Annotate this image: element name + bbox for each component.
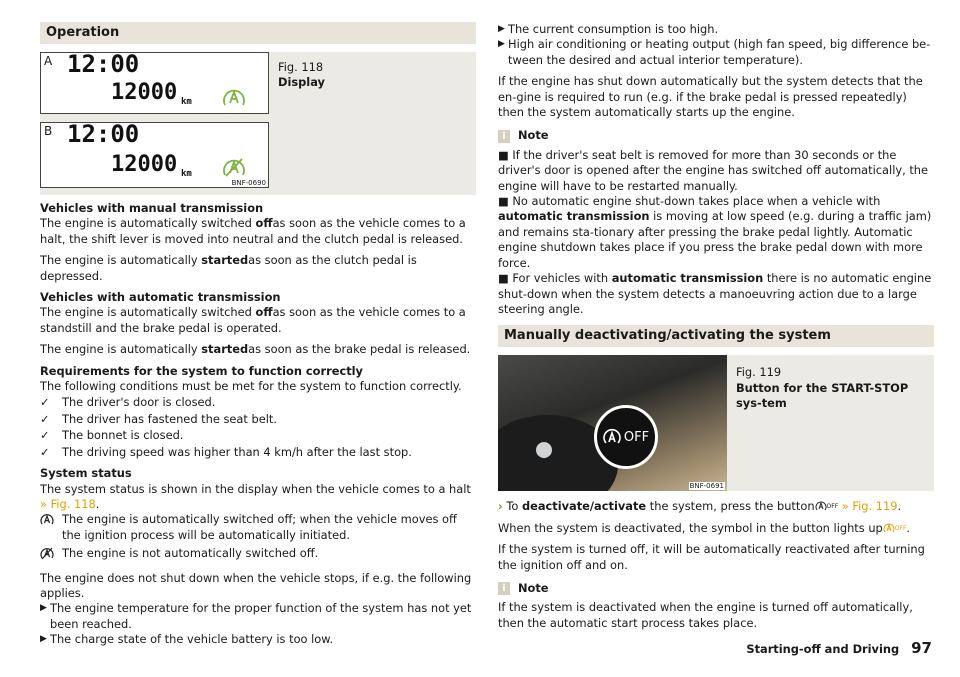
text: The system status is shown in the display when the vehicle comes to a halt	[40, 481, 471, 496]
off-label-lit: OFF	[894, 524, 907, 532]
text-bold: deactivate/activate	[521, 499, 647, 514]
manual-section	[40, 201, 476, 284]
note-heading-2	[498, 581, 934, 596]
text: The engine is automatically	[40, 253, 202, 268]
display-b-unit: km	[181, 169, 192, 179]
status-inactive-row	[40, 546, 476, 564]
automatic-heading: Vehicles with automatic transmission	[40, 290, 281, 305]
bullet-text: The charge state of the vehicle battery is too low.	[50, 632, 334, 647]
automatic-paragraph-1	[40, 305, 476, 336]
bullet-text: The engine temperature for the proper function of the system has not yet been reached.	[50, 601, 472, 631]
bullet-text: High air conditioning or heating output (high fan speed, big difference be-tween the desired and actual interior temperature).	[508, 37, 931, 67]
note-2-text: If the system is deactivated when the engine is turned off automatically, then the automatic start process takes place.	[498, 600, 913, 630]
note-heading	[498, 128, 934, 143]
check-item	[40, 412, 476, 427]
status-active-text: The engine is automatically switched off; when the vehicle moves off the ignition process will be automatically initiated.	[62, 512, 457, 542]
requirements-heading: Requirements for the system to function correctly	[40, 363, 363, 378]
text: as soon as the vehicle comes to a standstill and the brake pedal is operated.	[40, 305, 466, 335]
info-icon: i	[498, 130, 510, 143]
figure-118-title: Display	[278, 75, 325, 90]
display-a-odometer: 12000	[111, 80, 178, 105]
display-a-unit: km	[181, 97, 192, 107]
manual-heading: Vehicles with manual transmission	[40, 201, 264, 215]
figure-119-number: Fig. 119	[736, 365, 782, 380]
bullet-item	[40, 632, 476, 647]
check-text: The bonnet is closed.	[62, 428, 184, 443]
display-a-label: A	[44, 54, 53, 68]
status-section	[40, 466, 476, 647]
text: there is no automatic engine shut-down when the system detects a manoeuvring action due to a large steering angle.	[498, 271, 932, 316]
status-intro	[40, 482, 476, 513]
reactivation-paragraph: If the system is turned off, it will be automatically reactivated after turning the ignition off and on.	[498, 542, 925, 572]
text: the system, press the button	[646, 499, 815, 514]
manual-paragraph-2	[40, 253, 476, 284]
text: as soon as the vehicle comes to a halt, the shift lever is moved into neutral and the clutch pedal is released.	[40, 216, 466, 246]
step-arrow-icon: ›	[498, 499, 503, 514]
display-b-odometer: 12000	[111, 152, 178, 177]
note-item	[498, 271, 934, 317]
text: ■ For vehicles with	[498, 271, 612, 286]
text-bold: started	[201, 342, 249, 357]
text-bold: automatic transmission	[498, 209, 650, 224]
text: as soon as the brake pedal is released.	[248, 342, 471, 357]
figure-119-title: Button for the START-STOP sys-tem	[736, 380, 909, 411]
bullet-icon: ▶	[498, 39, 505, 50]
footer-section: Starting-off and Driving	[746, 642, 900, 656]
note-label: Note	[518, 128, 549, 143]
bullet-icon: ▶	[40, 634, 47, 645]
bullet-item	[498, 22, 934, 37]
page-number: 97	[911, 639, 932, 657]
figure-118-link[interactable]: » Fig. 118	[40, 496, 96, 511]
text: ■ No automatic engine shut-down takes place when a vehicle with	[498, 194, 881, 209]
start-stop-button-icon	[603, 428, 621, 446]
start-stop-inactive-symbol-icon	[40, 546, 62, 564]
display-b-clock: 12:00	[67, 120, 140, 148]
text-bold: automatic transmission	[611, 271, 764, 286]
text-bold: off	[255, 305, 273, 320]
start-stop-button-callout	[594, 405, 658, 469]
start-stop-lit-icon	[883, 522, 895, 533]
check-icon: ✓	[40, 411, 50, 426]
figure-119-code: BNF-0691	[689, 482, 724, 491]
display-a-clock: 12:00	[67, 50, 140, 78]
figure-119-photo	[498, 355, 727, 491]
start-stop-off-icon	[815, 500, 827, 511]
bullet-icon: ▶	[498, 24, 505, 34]
text: The engine is automatically	[40, 342, 202, 357]
text: as soon as the clutch pedal is depressed.	[40, 253, 417, 283]
note-item: ■ If the driver's seat belt is removed for more than 30 seconds or the driver's door is opened after the engine has switched off automatically, the engine will have to be restarted manually.	[498, 147, 929, 193]
check-item	[40, 428, 476, 443]
bullet-item	[498, 37, 934, 68]
note-item	[498, 194, 934, 271]
figure-119	[498, 355, 934, 491]
check-icon: ✓	[40, 428, 50, 443]
requirements-intro: The following conditions must be met for the system to function correctly.	[40, 379, 462, 394]
figure-118-caption	[278, 60, 325, 91]
section-heading-operation: Operation	[40, 22, 476, 44]
check-icon: ✓	[40, 444, 50, 459]
off-label: OFF	[826, 503, 839, 511]
check-item	[40, 395, 476, 410]
restart-paragraph: If the engine has shut down automatically but the system detects that the en-gine is required to run (e.g. if the brake pedal is pressed repeatedly) then the system automatically starts up the engine.	[498, 74, 923, 120]
info-icon: i	[498, 582, 510, 595]
figure-119-caption	[736, 365, 926, 411]
no-shutdown-paragraph: The engine does not shut down when the vehicle stops, if e.g. the following applies.	[40, 570, 472, 600]
check-icon: ✓	[40, 395, 50, 410]
figure-118-code: BNF-0690	[231, 179, 266, 187]
bullet-item	[40, 601, 476, 632]
bullet-text: The current consumption is too high.	[508, 22, 719, 36]
text: .	[906, 520, 911, 535]
deactivated-paragraph	[498, 521, 934, 536]
text: is moving at low speed (e.g. during a traffic jam) and remains sta-tionary after pressing the brake pedal lightly. Automatic engine shutdown takes place if you press the brake pedal down with more force.	[498, 209, 932, 270]
manual-paragraph-1	[40, 216, 476, 247]
text: .	[897, 499, 902, 514]
start-stop-inactive-icon	[221, 155, 247, 179]
display-b-label: B	[44, 124, 53, 138]
left-column	[40, 0, 476, 648]
bullet-icon: ▶	[40, 603, 47, 614]
right-column	[498, 22, 934, 631]
automatic-paragraph-2	[40, 342, 476, 357]
text-bold: started	[201, 253, 249, 268]
status-inactive-text: The engine is not automatically switched off.	[62, 546, 319, 561]
page-footer	[746, 641, 932, 657]
check-text: The driving speed was higher than 4 km/h after the last stop.	[62, 444, 412, 459]
text-bold: off	[255, 216, 273, 231]
section-heading-manual-deactivation: Manually deactivating/activating the system	[498, 325, 934, 347]
figure-119-link[interactable]: » Fig. 119	[841, 499, 898, 514]
requirements-section	[40, 364, 476, 460]
status-heading: System status	[40, 466, 132, 481]
start-stop-active-symbol-icon	[40, 512, 62, 543]
automatic-section	[40, 290, 476, 358]
text: When the system is deactivated, the symbol in the button lights up	[498, 520, 883, 535]
start-stop-active-icon	[221, 85, 247, 109]
figure-118	[40, 52, 476, 195]
text: The engine is automatically switched	[40, 305, 256, 320]
display-a	[40, 52, 269, 114]
note-label: Note	[518, 580, 549, 595]
check-item	[40, 445, 476, 460]
check-text: The driver has fastened the seat belt.	[62, 411, 277, 426]
button-off-text: OFF	[623, 429, 650, 445]
text: To	[506, 499, 522, 514]
check-text: The driver's door is closed.	[62, 395, 216, 410]
figure-118-number: Fig. 118	[278, 60, 324, 74]
display-b	[40, 122, 269, 188]
step-paragraph	[498, 499, 934, 514]
status-active-row	[40, 512, 476, 543]
text: .	[95, 496, 100, 511]
text: The engine is automatically switched	[40, 216, 256, 231]
